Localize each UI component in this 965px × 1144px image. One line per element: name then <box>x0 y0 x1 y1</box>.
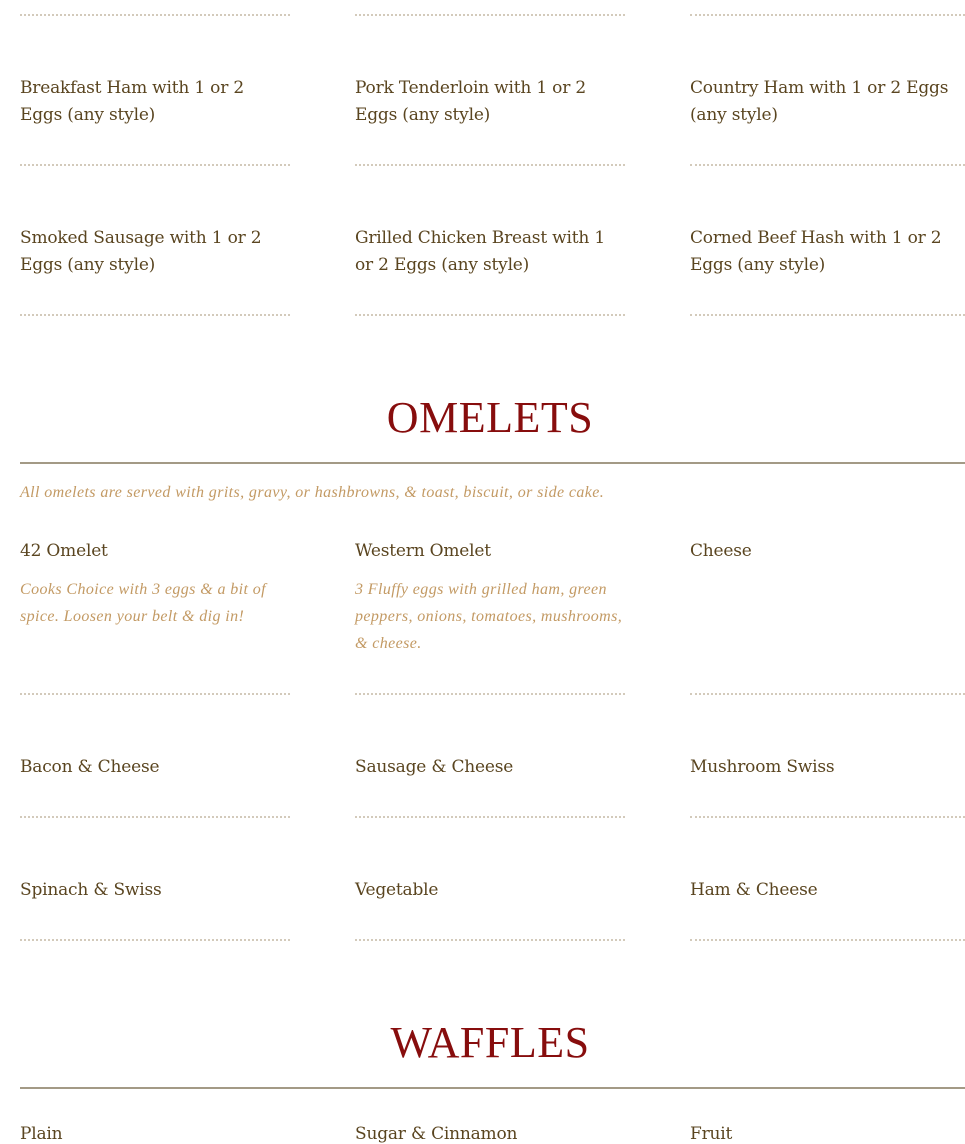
price-leader <box>355 939 625 941</box>
price-leader <box>20 693 290 695</box>
price-leader <box>355 14 625 16</box>
menu-item-name: Country Ham with 1 or 2 Eggs (any style) <box>690 78 949 125</box>
menu-item-name: Pork Tenderloin with 1 or 2 Eggs (any style) <box>355 78 586 125</box>
price-leader <box>690 14 965 16</box>
menu-item-description: Cooks Choice with 3 eggs & a bit of spice. Loosen your belt & dig in! <box>20 581 266 625</box>
menu-item-name: 42 Omelet <box>20 541 108 561</box>
price-leader <box>20 14 290 16</box>
menu-item-name: Bacon & Cheese <box>20 757 160 777</box>
price-leader <box>690 314 965 316</box>
menu-item-description: 3 Fluffy eggs with grilled ham, green peppers, onions, tomatoes, mushrooms, & cheese. <box>355 581 623 652</box>
menu-item-name: Breakfast Ham with 1 or 2 Eggs (any style) <box>20 78 244 125</box>
menu-item-name: Sausage & Cheese <box>355 757 514 777</box>
menu-item-name: Fruit <box>690 1124 733 1144</box>
menu-item-name: Ham & Cheese <box>690 880 818 900</box>
price-leader <box>355 314 625 316</box>
section-divider <box>20 462 965 464</box>
menu-item-name: Grilled Chicken Breast with 1 or 2 Eggs (any style) <box>355 228 605 275</box>
price-leader <box>690 939 965 941</box>
price-leader <box>690 816 965 818</box>
menu-item-name: Cheese <box>690 541 752 561</box>
price-leader <box>20 939 290 941</box>
price-leader <box>20 164 290 166</box>
price-leader <box>20 314 290 316</box>
menu-item-name: Sugar & Cinnamon <box>355 1124 518 1144</box>
menu-item-name: Corned Beef Hash with 1 or 2 Eggs (any style) <box>690 228 942 275</box>
menu-item-name: Vegetable <box>355 880 439 900</box>
price-leader <box>355 693 625 695</box>
section-title-omelets: OMELETS <box>386 393 594 442</box>
price-leader <box>355 816 625 818</box>
price-leader <box>20 816 290 818</box>
menu-item-name: Mushroom Swiss <box>690 757 835 777</box>
menu-item-name: Western Omelet <box>355 541 491 561</box>
section-note: All omelets are served with grits, gravy, or hashbrowns, & toast, biscuit, or side cake. <box>20 484 605 501</box>
section-title-waffles: WAFFLES <box>390 1018 590 1067</box>
price-leader <box>355 164 625 166</box>
section-divider <box>20 1087 965 1089</box>
menu-item-name: Plain <box>20 1124 63 1144</box>
price-leader <box>690 693 965 695</box>
menu-item-name: Smoked Sausage with 1 or 2 Eggs (any style) <box>20 228 262 275</box>
menu-item-name: Spinach & Swiss <box>20 880 162 900</box>
price-leader <box>690 164 965 166</box>
